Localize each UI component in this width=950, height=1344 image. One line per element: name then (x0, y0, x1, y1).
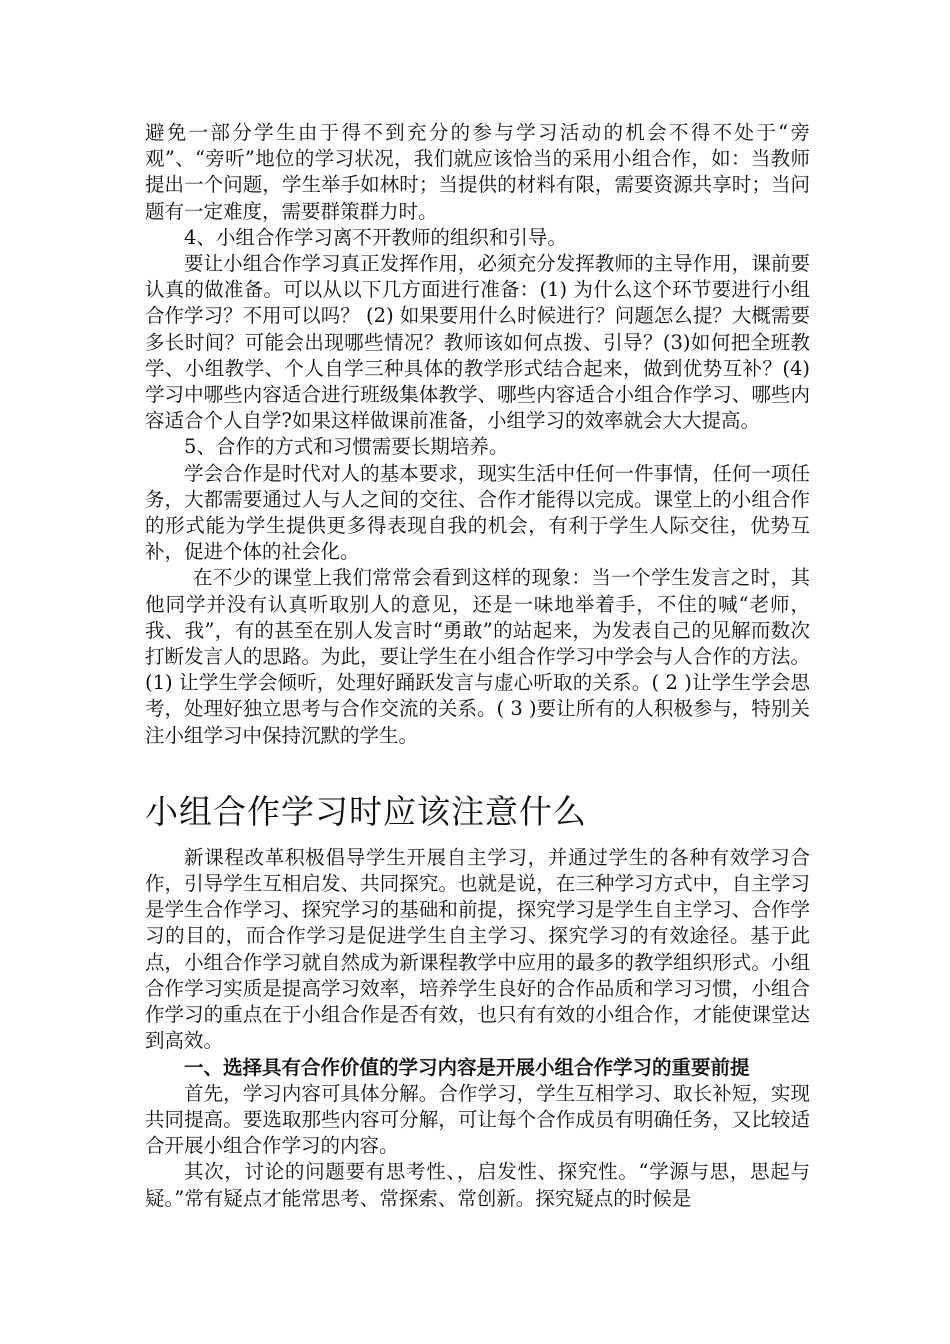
paragraph-second: 其次，讨论的问题要有思考性、，启发性、探究性。“学源与思，思起与疑。”常有疑点才能常思考、常探索、常创新。探究疑点的时候是 (145, 1160, 810, 1210)
document-page (145, 120, 810, 1212)
paragraph-first: 首先，学习内容可具体分解。合作学习，学生互相学习、取长补短，实现共同提高。要选取那些内容可分解，可让每个合作成员有明确任务，又比较适合开展小组合作学习的内容。 (145, 1081, 810, 1158)
paragraph-classroom-phenomenon: 在不少的课堂上我们常常会看到这样的现象：当一个学生发言之时，其他同学并没有认真听取别人的意见，还是一味地举着手，不住的喊“老师，我、我”，有的甚至在别人发言时“勇敢”的站起来，为发表自己的见解而数次打断发言人的思路。为此，要让学生在小组合作学习中学会与人合作的方法。(1) 让学生学会倾听，处理好踊跃发言与虚心听取的关系。( 2 )让学生学会思考，处理好独立思考与合作交流的关系。( 3 )要让所有的人积极参与，特别关注小组学习中保持沉默的学生。 (145, 566, 810, 747)
paragraph-point-5-title: 5、合作的方式和习惯需要长期培养。 (184, 435, 509, 459)
paragraph-intro: 新课程改革积极倡导学生开展自主学习，并通过学生的各种有效学习合作，引导学生互相启发、共同探究。也就是说，在三种学习方式中，自主学习是学生合作学习、探究学习的基础和前提，探究学习是学生自主学习、合作学习的目的，而合作学习是促进学生自主学习、探究学习的有效途径。基于此点，小组合作学习就自然成为新课程教学中应用的最多的教学组织形式。小组合作学习实质是提高学习效率，培养学生良好的合作品质和学习习惯，小组合作学习的重点在于小组合作是否有效，也只有有效的小组合作，才能使课堂达到高效。 (145, 845, 810, 1053)
section-gap (145, 749, 810, 775)
section-heading: 小组合作学习时应该注意什么 (145, 791, 587, 831)
paragraph-teacher-guidance: 要让小组合作学习真正发挥作用，必须充分发挥教师的主导作用，课前要认真的做准备。可以从以下几方面进行准备：(1) 为什么这个环节要进行小组合作学习？不用可以吗？ (2) 如果要用什么时候进行？问题怎么提？大概需要多长时间？可能会出现哪些情况？教师该如何点拨、引导？(3)如何把全班教学、小组教学、个人自学三种具体的教学形式结合起来，做到优势互补？(4)学习中哪些内容适合进行班级集体教学、哪些内容适合小组合作学习、哪些内容适合个人自学?如果这样做课前准备，小组学习的效率就会大大提高。 (145, 252, 810, 433)
paragraph-cooperation-requirement: 学会合作是时代对人的基本要求，现实生活中任何一件事情，任何一项任务，大都需要通过人与人之间的交往、合作才能得以完成。课堂上的小组合作的形式能为学生提供更多得表现自我的机会，有利于学生人际交往，优势互补，促进个体的社会化。 (145, 461, 810, 564)
paragraph-cooperation-timing: 避免一部分学生由于得不到充分的参与学习活动的机会不得不处于“旁观”、“旁听”地位的学习状况，我们就应该恰当的采用小组合作，如：当教师提出一个问题，学生举手如林时；当提供的材料有限，需要资源共享时；当问题有一定难度，需要群策群力时。 (145, 121, 810, 223)
paragraph-point-4-title: 4、小组合作学习离不开教师的组织和引导。 (184, 225, 567, 249)
subheading-point-1: 一、选择具有合作价值的学习内容是开展小组合作学习的重要前提 (184, 1055, 750, 1079)
